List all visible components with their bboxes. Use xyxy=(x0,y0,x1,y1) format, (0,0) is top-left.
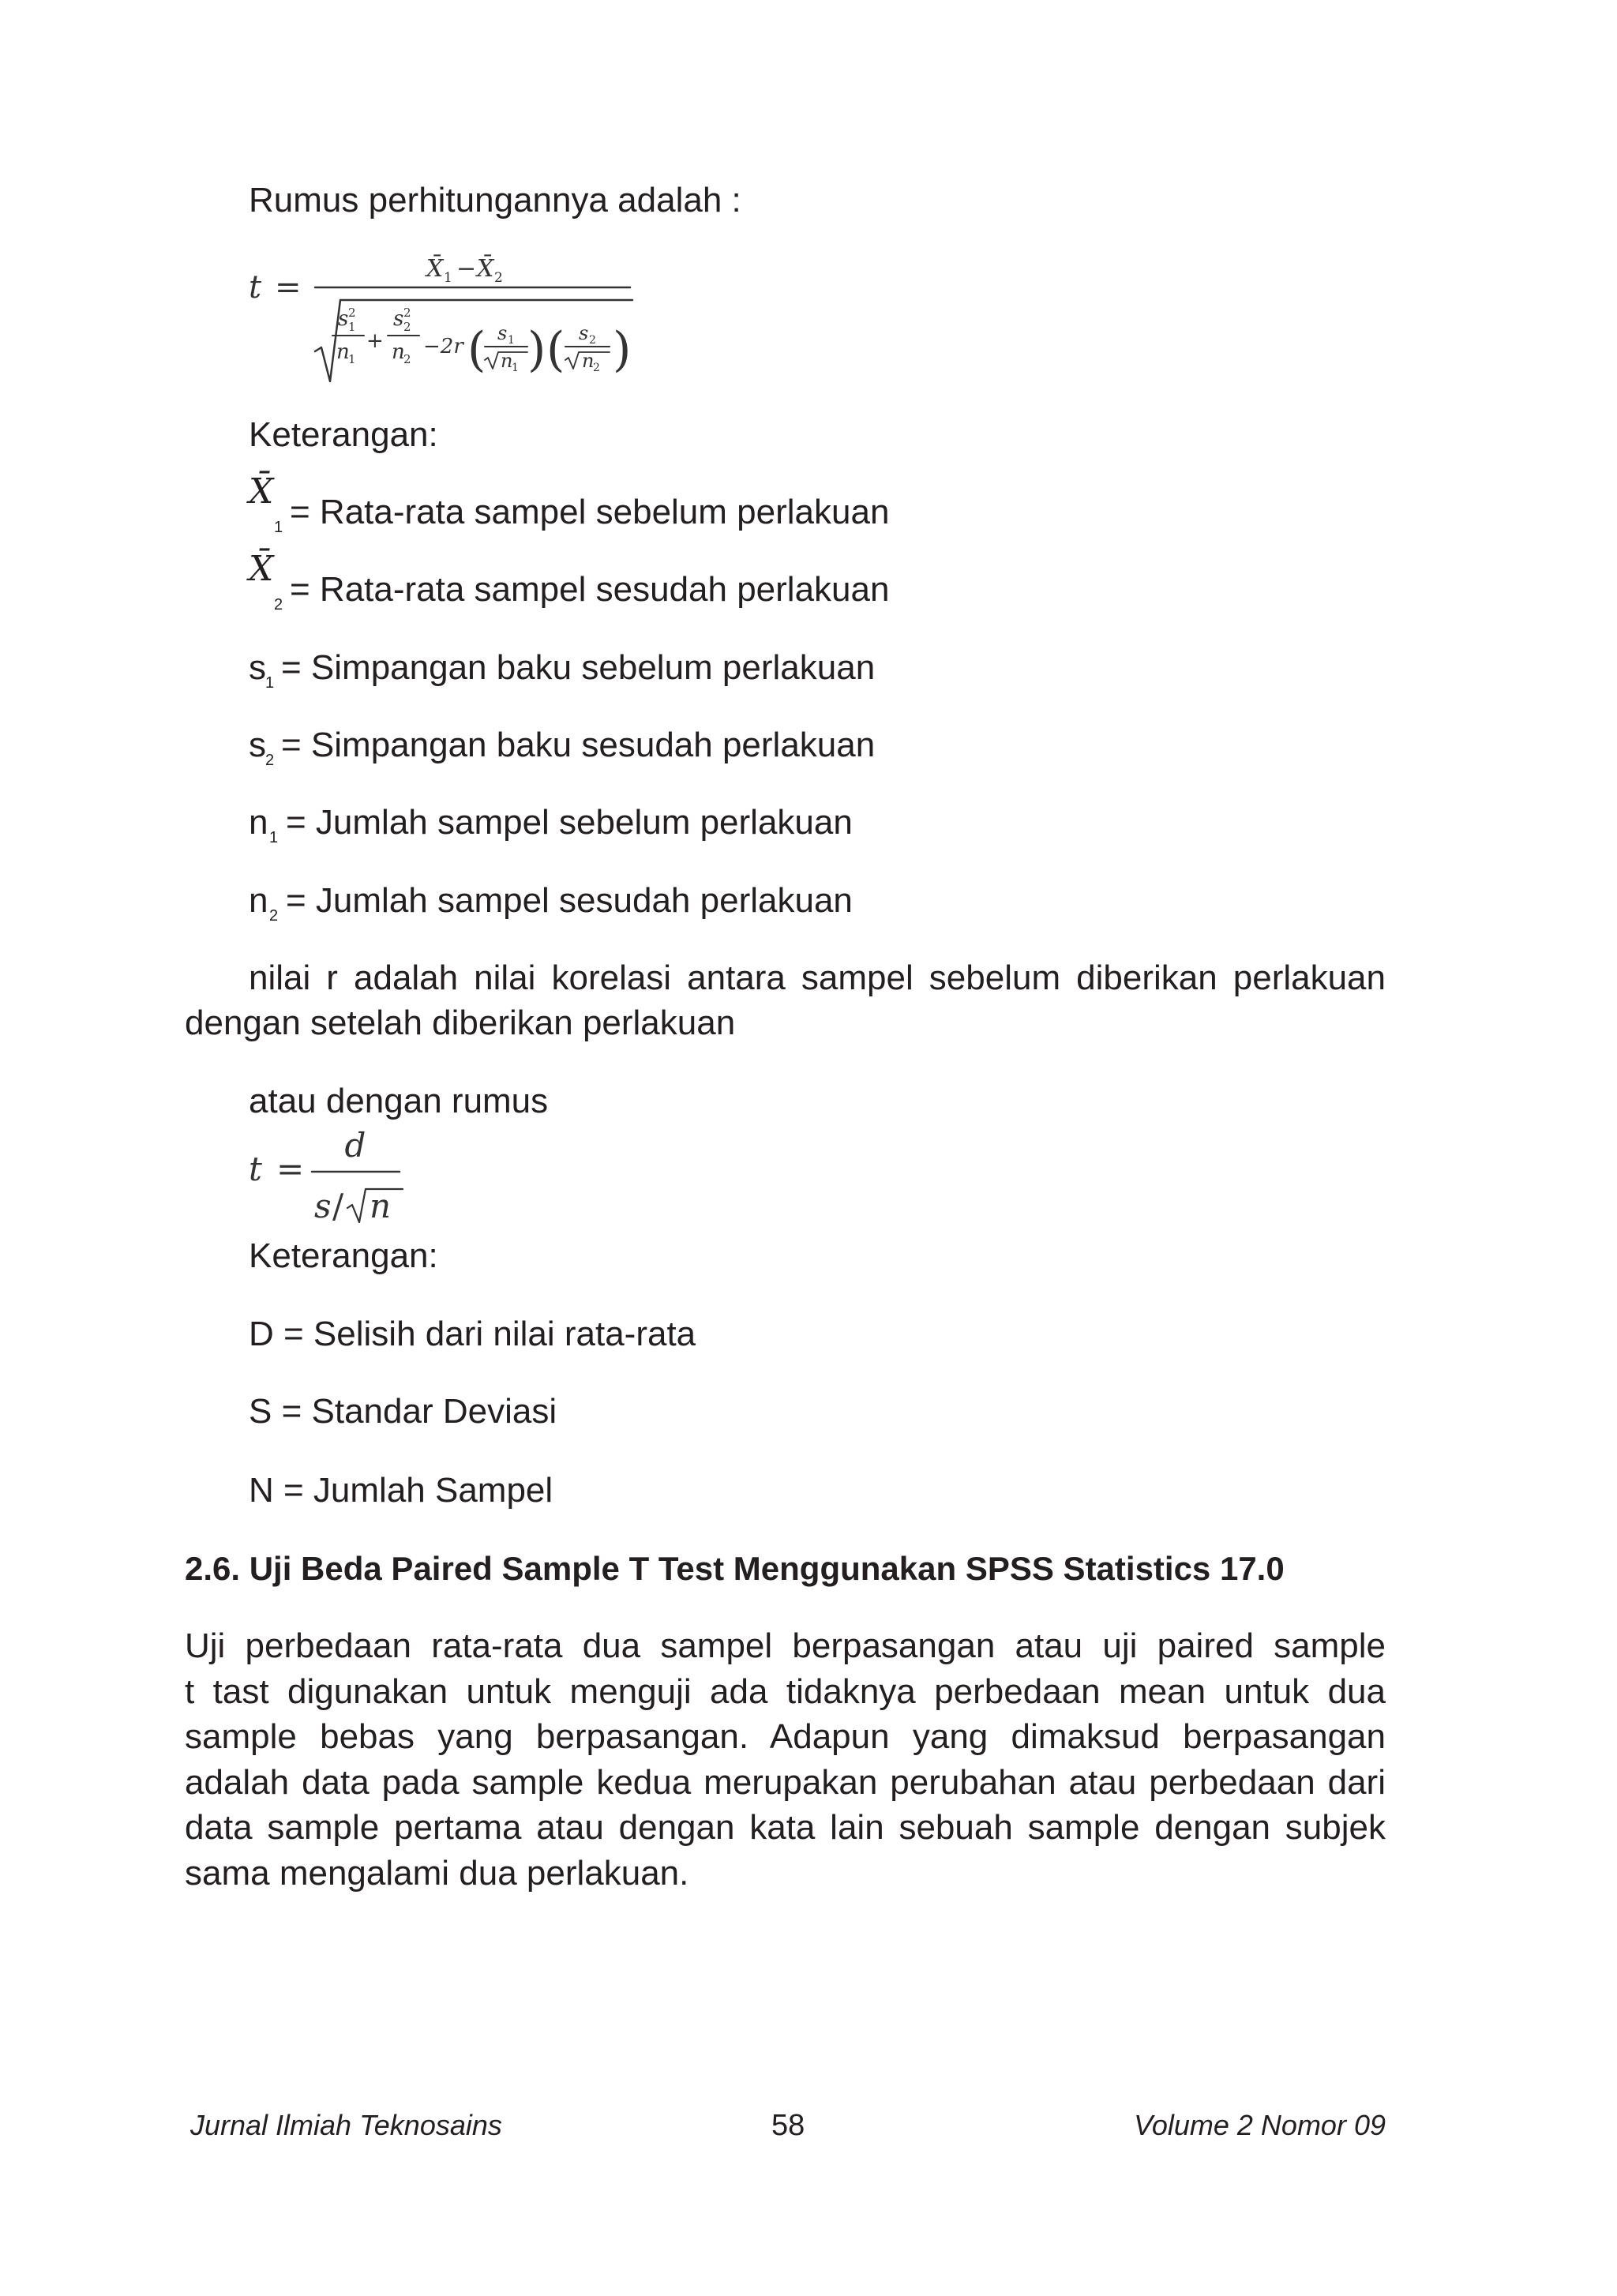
paragraph-line: t tast digunakan untuk menguji ada tidaknya perbedaan mean untuk dua xyxy=(185,1671,1386,1711)
legend-subscript: 1 xyxy=(265,674,275,692)
paren-open-2: ( xyxy=(546,322,565,377)
legend-2-item: S = Standar Deviasi xyxy=(249,1392,557,1431)
formula-1-lhs: t xyxy=(249,269,262,306)
legend-2-title: Keterangan: xyxy=(249,1236,438,1275)
t-test-formula-correlated xyxy=(237,237,647,395)
paragraph-line: data sample pertama atau dengan kata lain sebuah sample dengan subjek xyxy=(185,1808,1386,1847)
paragraph-line: adalah data pada sample kedua merupakan perubahan atau perbedaan dari xyxy=(185,1762,1386,1802)
footer-volume: Volume 2 Nomor 09 xyxy=(1134,2109,1386,2141)
legend-subscript: 2 xyxy=(274,596,283,613)
footer-page-number: 58 xyxy=(771,2109,805,2142)
legend-item-n-after xyxy=(249,881,1275,931)
legend-item-sd-before xyxy=(249,648,1275,698)
footer-journal-name: Jurnal Ilmiah Teknosains xyxy=(190,2109,502,2141)
frac-a-denominator-subscript: 1 xyxy=(348,352,356,366)
legend-subscript: 1 xyxy=(269,829,279,846)
numerator-mean-2-subscript: 2 xyxy=(494,270,503,286)
t-test-formula-difference xyxy=(237,1121,418,1240)
legend-symbol: X̄ xyxy=(249,549,274,589)
paragraph-line: Uji perbedaan rata-rata dua sampel berpasangan atau uji paired sample xyxy=(185,1626,1386,1665)
legend-description: = Jumlah sampel sesudah perlakuan xyxy=(286,881,853,920)
section-paragraph xyxy=(185,1623,1386,1896)
frac-d-numerator: s xyxy=(579,322,589,344)
formula-1-equals: = xyxy=(275,269,302,306)
legend-subscript: 2 xyxy=(269,907,279,925)
legend-item-mean-after xyxy=(249,549,1275,620)
formula-2-denominator-slash: / xyxy=(332,1187,344,1225)
formula-2-denominator-n: n xyxy=(370,1187,392,1225)
correlation-note xyxy=(185,955,1386,1045)
correlation-note-line: dengan setelah diberikan perlakuan xyxy=(185,1004,736,1042)
legend-symbol: s xyxy=(249,648,266,687)
legend-subscript: 2 xyxy=(265,752,275,769)
legend-symbol: n xyxy=(249,803,268,842)
frac-b-numerator: s xyxy=(393,307,404,331)
frac-a-denominator: n xyxy=(336,340,350,364)
formula-2-lhs: t xyxy=(249,1150,262,1188)
frac-a-superscript: 2 xyxy=(348,306,356,320)
frac-b-superscript: 2 xyxy=(403,306,411,320)
legend-2-item: N = Jumlah Sampel xyxy=(249,1471,553,1510)
legend-symbol: X̄ xyxy=(249,471,274,512)
correlation-note-line: nilai r adalah nilai korelasi antara sampel sebelum diberikan perlakuan xyxy=(249,959,1386,997)
legend-item-mean-before xyxy=(249,471,1275,542)
frac-a-subscript: 1 xyxy=(348,320,356,334)
formula-2-numerator: d xyxy=(344,1126,366,1165)
frac-b-denominator-subscript: 2 xyxy=(403,352,411,366)
legend-description: = Rata-rata sampel sesudah perlakuan xyxy=(290,570,890,609)
minus-2r-term: −2r xyxy=(423,335,463,358)
frac-c-denominator: n xyxy=(501,350,513,372)
legend-description: = Jumlah sampel sebelum perlakuan xyxy=(286,803,853,842)
frac-b-denominator: n xyxy=(392,340,405,364)
formula-2-intro: atau dengan rumus xyxy=(249,1082,549,1120)
frac-b-subscript: 2 xyxy=(403,320,411,334)
frac-c-subscript: 1 xyxy=(508,334,515,347)
formula-2-equals: = xyxy=(276,1150,305,1188)
frac-c-denominator-subscript: 1 xyxy=(512,362,519,374)
legend-1-title: Keterangan: xyxy=(249,415,438,454)
legend-description: = Simpangan baku sesudah perlakuan xyxy=(281,726,876,764)
paragraph-line: sama mengalami dua perlakuan. xyxy=(185,1853,689,1893)
legend-item-n-before xyxy=(249,805,1275,853)
paragraph-line: sample bebas yang berpasangan. Adapun yang dimaksud berpasangan xyxy=(185,1717,1386,1756)
legend-subscript: 1 xyxy=(274,519,283,536)
frac-d-denominator: n xyxy=(582,350,595,372)
numerator-mean-1-subscript: 1 xyxy=(444,270,452,286)
paren-close-2: ) xyxy=(613,322,632,377)
denominator-plus: + xyxy=(366,329,384,353)
legend-description: = Simpangan baku sebelum perlakuan xyxy=(281,648,876,687)
legend-description: = Rata-rata sampel sebelum perlakuan xyxy=(290,493,890,531)
legend-symbol: s xyxy=(249,726,266,764)
frac-d-denominator-subscript: 2 xyxy=(593,362,600,374)
frac-a-numerator: s xyxy=(338,307,349,331)
numerator-mean-1: X̄ xyxy=(426,255,444,283)
formula-2-denominator-s: s xyxy=(314,1187,332,1225)
numerator-minus: − xyxy=(456,255,477,283)
section-heading: 2.6. Uji Beda Paired Sample T Test Menggunakan SPSS Statistics 17.0 xyxy=(185,1550,1285,1587)
paren-open-1: ( xyxy=(467,322,486,377)
frac-d-subscript: 2 xyxy=(589,334,596,347)
frac-c-numerator: s xyxy=(497,322,508,344)
formula-intro: Rumus perhitungannya adalah : xyxy=(249,181,741,219)
legend-symbol: n xyxy=(249,881,268,920)
numerator-mean-2: X̄ xyxy=(477,255,494,283)
legend-2-item: D = Selisih dari nilai rata-rata xyxy=(249,1315,696,1353)
paren-close-1: ) xyxy=(527,322,546,377)
legend-item-sd-after xyxy=(249,728,1275,775)
